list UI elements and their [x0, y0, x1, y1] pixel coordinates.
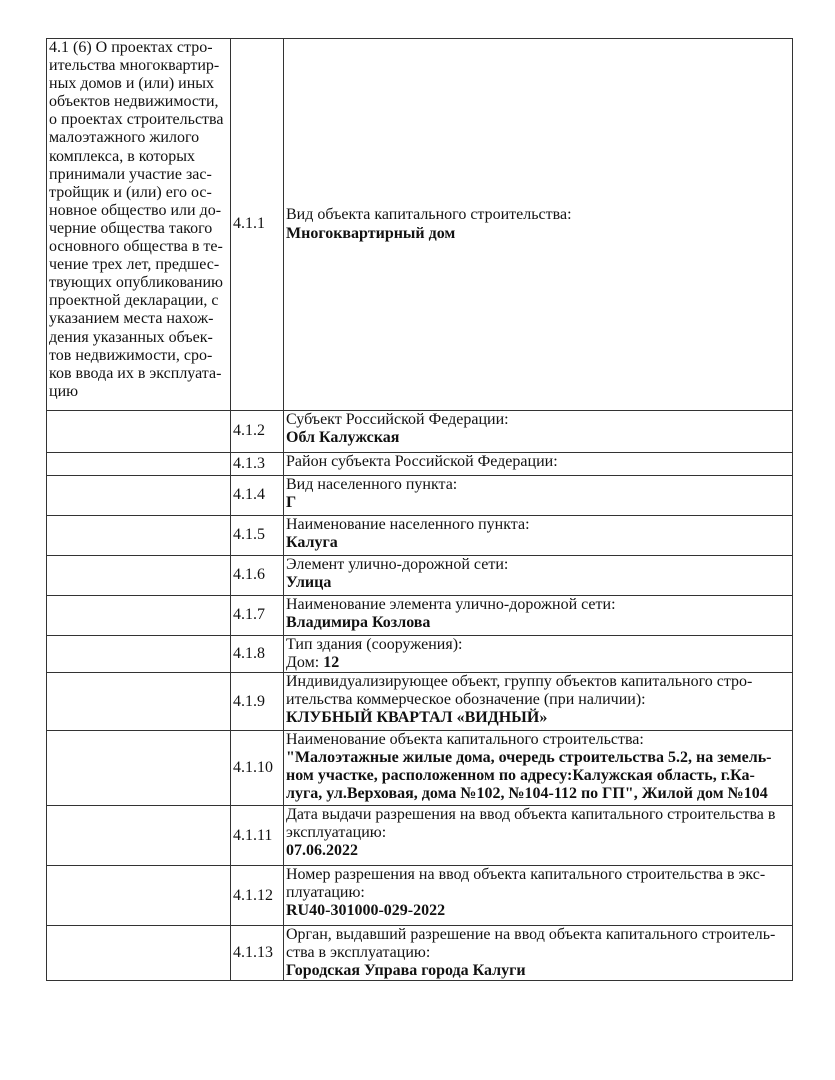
item-label-line: Субъект Российской Федерации: [286, 411, 509, 428]
section-label-line: тройщик и (или) его ос- [49, 183, 212, 201]
section-label-line: указанием места нахож- [49, 310, 214, 328]
section-cell [47, 596, 231, 636]
item-value-line: Многоквартирный дом [286, 224, 456, 242]
item-label-line: Наименование объекта капитального строительства: [286, 731, 644, 749]
section-label-line: малоэтажного жилого [49, 129, 200, 147]
item-inline-value [286, 654, 790, 672]
section-cell [47, 673, 231, 731]
item-value-line: RU40-301000-029-2022 [286, 902, 446, 920]
table-row [47, 866, 793, 926]
section-label-line: ительства многоквартир- [49, 57, 220, 75]
item-number: 4.1.8 [231, 636, 284, 673]
item-label-line: Наименование элемента улично-дорожной сети: [286, 596, 616, 613]
section-cell [47, 866, 231, 926]
item-value-line: Обл Калужская [286, 429, 400, 447]
item-content [284, 806, 793, 866]
item-content [284, 636, 793, 673]
item-content [284, 673, 793, 731]
item-content [284, 556, 793, 596]
declaration-table [46, 38, 793, 981]
item-number: 4.1.1 [231, 39, 284, 411]
item-number: 4.1.7 [231, 596, 284, 636]
item-content [284, 596, 793, 636]
section-label-line: основного общества в те- [49, 238, 223, 256]
section-label-line: 4.1 (6) О проектах стро- [49, 39, 213, 56]
item-content [284, 926, 793, 981]
table-row [47, 926, 793, 981]
table-row [47, 39, 793, 411]
item-label-line: Вид населенного пункта: [286, 476, 458, 493]
item-value-line: ном участке, расположенном по адресу:Калужская область, г.Ка- [286, 767, 755, 785]
section-label-line: твующих опубликованию [49, 274, 223, 292]
item-label-line: Орган, выдавший разрешение на ввод объекта капитального строитель- [286, 926, 776, 944]
item-label-line: ства в эксплуатацию: [286, 944, 431, 962]
item-value-line: "Малоэтажные жилые дома, очередь строительства 5.2, на земель- [286, 749, 772, 767]
section-label-line: цию [49, 382, 79, 400]
section-label-line: ных домов и (или) иных [49, 75, 215, 93]
section-label-line: объектов недвижимости, [49, 93, 219, 111]
item-number: 4.1.11 [231, 806, 284, 866]
section-cell [47, 926, 231, 981]
section-label-line: о проектах строительства [49, 111, 224, 129]
table-row [47, 453, 793, 476]
section-cell [47, 453, 231, 476]
item-number: 4.1.6 [231, 556, 284, 596]
item-value-line: КЛУБНЫЙ КВАРТАЛ «ВИДНЫЙ» [286, 709, 548, 727]
section-label-line: новное общество или до- [49, 201, 222, 219]
item-number: 4.1.4 [231, 476, 284, 516]
section-label-line: дения указанных объек- [49, 328, 213, 346]
section-cell [47, 39, 231, 411]
inline-label: Дом: [286, 654, 324, 672]
item-content [284, 476, 793, 516]
table-row [47, 636, 793, 673]
item-label-line: плуатацию: [286, 884, 365, 902]
section-label-line: черние общества такого [49, 219, 213, 237]
section-label-line: тов недвижимости, сро- [49, 346, 213, 364]
item-number: 4.1.2 [231, 411, 284, 453]
item-value-line: Городская Управа города Калуги [286, 962, 526, 980]
item-content [284, 453, 793, 476]
item-number: 4.1.12 [231, 866, 284, 926]
section-cell [47, 556, 231, 596]
item-value-line: Владимира Козлова [286, 614, 431, 632]
section-cell [47, 806, 231, 866]
item-content [284, 411, 793, 453]
table-row [47, 673, 793, 731]
section-label-line: чение трех лет, предшес- [49, 256, 220, 274]
item-label-line: Элемент улично-дорожной сети: [286, 556, 509, 573]
table-row [47, 731, 793, 806]
section-label-line: комплекса, в которых [49, 147, 196, 165]
table-row [47, 556, 793, 596]
inline-value: 12 [323, 654, 340, 672]
section-cell [47, 731, 231, 806]
table-row [47, 806, 793, 866]
item-label-line: Вид объекта капитального строительства: [286, 206, 572, 224]
section-cell [47, 636, 231, 673]
section-label-line: ков ввода их в эксплуата- [49, 364, 222, 382]
item-number: 4.1.5 [231, 516, 284, 556]
item-content [284, 516, 793, 556]
item-value-line: Калуга [286, 534, 338, 552]
item-value-line: луга, ул.Верховая, дома №102, №104-112 по ГП", Жилой дом №104 [286, 785, 768, 803]
item-label-line: эксплуатацию: [286, 824, 387, 842]
table-row [47, 516, 793, 556]
item-content [284, 866, 793, 926]
table-row [47, 476, 793, 516]
item-label-line: Тип здания (сооружения): [286, 636, 463, 653]
item-value-line: 07.06.2022 [286, 842, 358, 860]
item-label-line: Дата выдачи разрешения на ввод объекта капитального строительства в [286, 806, 776, 824]
section-label-line: принимали участие зас- [49, 165, 212, 183]
item-label-line: Индивидуализирующее объект, группу объектов капитального стро- [286, 673, 753, 691]
item-number: 4.1.10 [231, 731, 284, 806]
section-cell [47, 411, 231, 453]
table-row [47, 596, 793, 636]
item-label-line: Наименование населенного пункта: [286, 516, 530, 533]
item-label-line: Район субъекта Российской Федерации: [286, 453, 558, 470]
section-label-line: проектной декларации, с [49, 292, 219, 310]
item-value-line: Улица [286, 574, 332, 592]
section-cell [47, 476, 231, 516]
item-number: 4.1.3 [231, 453, 284, 476]
item-label-line: Номер разрешения на ввод объекта капитального строительства в экс- [286, 866, 766, 884]
item-content [284, 731, 793, 806]
table-row [47, 411, 793, 453]
section-cell [47, 516, 231, 556]
item-number: 4.1.13 [231, 926, 284, 981]
item-content [284, 39, 793, 411]
item-label-line: ительства коммерческое обозначение (при наличии): [286, 691, 646, 709]
item-number: 4.1.9 [231, 673, 284, 731]
item-value-line: Г [286, 494, 297, 512]
